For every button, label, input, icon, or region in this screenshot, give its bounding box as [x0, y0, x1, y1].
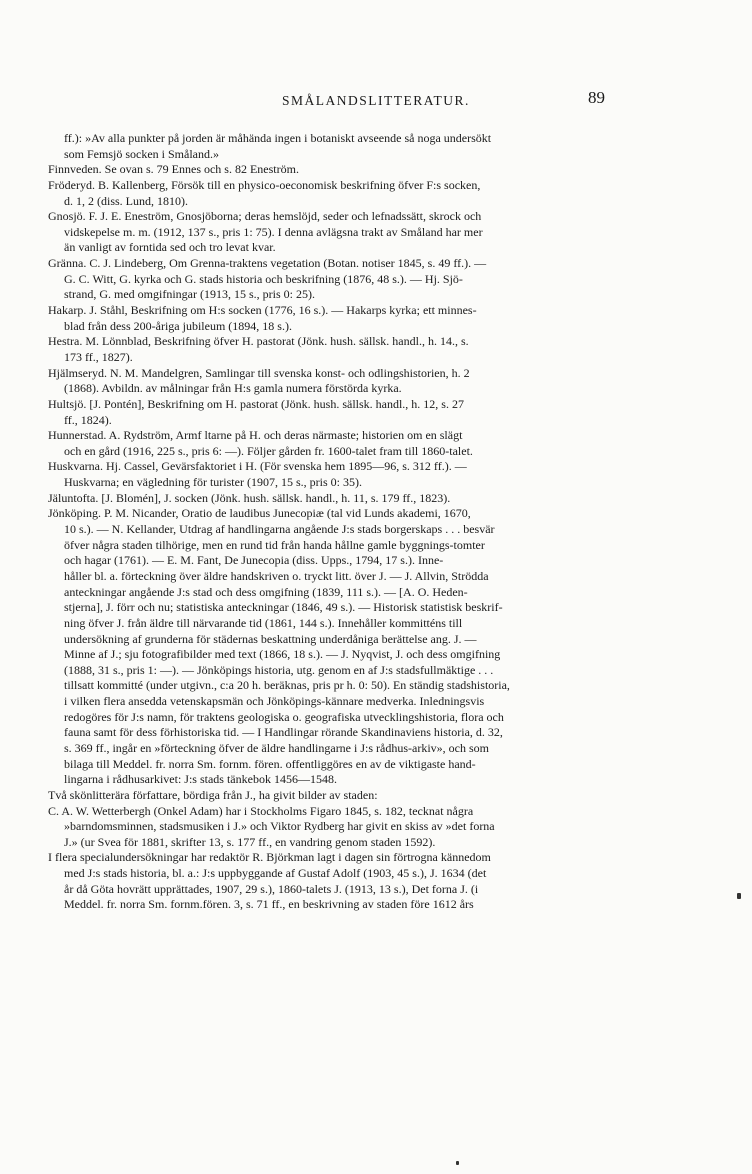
text-line: C. A. W. Wetterbergh (Onkel Adam) har i Stockholms Figaro 1845, s. 182, tecknat några — [48, 803, 474, 818]
text-line: Finnveden. Se ovan s. 79 Ennes och s. 82 Eneström. — [48, 162, 299, 177]
text-line: J.» (ur Svea för 1881, skrifter 13, s. 177 ff., en vandring genom staden 1592). — [64, 834, 436, 849]
text-line: ning öfver J. från äldre till närvarande tid (1861, 144 s.). Innehåller kommitténs till — [64, 615, 463, 630]
text-line: 173 ff., 1827). — [64, 349, 133, 364]
text-line: stjerna], J. förr och nu; statistiska anteckningar (1846, 49 s.). — Historisk statistisk beskrif- — [64, 600, 503, 615]
text-line: (1868). Avbildn. av målningar från H:s gamla numera förstörda kyrka. — [64, 381, 402, 396]
text-line: blad från dess 200-åriga jubileum (1894, 18 s.). — [64, 318, 292, 333]
text-line: Meddel. fr. norra Sm. fornm.fören. 3, s. 71 ff., en beskrivning av staden före 1612 års — [64, 897, 474, 912]
text-line: Jönköping. P. M. Nicander, Oratio de laudibus Junecopiæ (tal vid Lunds akademi, 1670, — [48, 506, 471, 521]
text-line: s. 369 ff., ingår en »förteckning öfver de äldre handlingarne i J:s rådhus-arkiv», och som — [64, 740, 489, 755]
running-header-title: SMÅLANDSLITTERATUR. — [282, 93, 470, 108]
text-line: Minne af J.; sju fotografibilder med text (1866, 18 s.). — J. Nyqvist, J. och dess omgifning — [64, 647, 501, 662]
text-line: Fröderyd. B. Kallenberg, Försök till en physico-oeconomisk beskrifning öfver F:s socken, — [48, 177, 481, 192]
text-line: med J:s stads historia, bl. a.: J:s uppbyggande af Gustaf Adolf (1903, 45 s.), J. 1634 (det — [64, 866, 487, 881]
text-line: d. 1, 2 (diss. Lund, 1810). — [64, 193, 188, 208]
text-line: »barndomsminnen, stadsmusiken i J.» och Viktor Rydberg har givit en skiss av »det forna — [64, 819, 495, 834]
text-line: strand, G. med omgifningar (1913, 15 s., pris 0: 25). — [64, 287, 315, 302]
text-line: år då Göta hovrätt upprättades, 1907, 29 s.), 1860-talets J. (1913, 13 s.), Det forna J. (i — [64, 881, 479, 896]
text-line: undersökning af grunderna för städernas beskattning underdåniga berättelse ang. J. — — [64, 631, 477, 646]
text-line: Huskvarna; en vägledning för turister (1907, 15 s., pris 0: 35). — [64, 475, 362, 490]
text-line: Två skönlitterära författare, bördiga från J., ha givit bilder av staden: — [48, 787, 378, 802]
text-line: som Femsjö socken i Småland.» — [64, 146, 219, 161]
text-line: Gnosjö. F. J. E. Eneström, Gnosjöborna; deras hemslöjd, seder och lefnadssätt, skrock och — [48, 209, 482, 224]
text-line: håller bl. a. förteckning över äldre handskriven o. tryckt litt. över J. — J. Allvin, Strödda — [64, 568, 489, 583]
text-line: än vanligt av forntida sed och tro levat kvar. — [64, 240, 276, 255]
text-line: redogöres för J:s namn, för traktens geologiska o. geografiska utvecklingshistoria, flora och — [64, 709, 504, 724]
page-body — [48, 131, 714, 913]
margin-speck — [737, 893, 741, 899]
text-line: anteckningar angående J:s stad och dess omgifning (1839, 111 s.). — [A. O. Heden- — [64, 584, 468, 599]
text-line: Hakarp. J. Ståhl, Beskrifning om H:s socken (1776, 16 s.). — Hakarps kyrka; ett minnes- — [48, 303, 477, 318]
text-line: Jäluntofta. [J. Blomén], J. socken (Jönk. hush. sällsk. handl., h. 11, s. 179 ff., 1823). — [48, 490, 451, 505]
text-line: öfver några staden tilhörige, men en rund tid från handa hållne gamle byggnings-tomter — [64, 537, 485, 552]
page-number: 89 — [588, 88, 605, 107]
text-line: Hunnerstad. A. Rydström, Armf ltarne på H. och deras närmaste; historien om en slägt — [48, 428, 463, 443]
text-line: tillsatt kommitté (under utgivn., c:a 20 h. beräknas, pris pr h. 0: 50). En ständig stadshistoria, — [64, 678, 510, 693]
text-line: och en gård (1916, 225 s., pris 6: —). Följer gården fr. 1600-talet fram till 1860-talet. — [64, 443, 473, 458]
text-line: (1888, 31 s., pris 1: —). — Jönköpings historia, utg. genom en af J:s stadsfullmäktige . . . — [64, 662, 494, 677]
text-line: vidskepelse m. m. (1912, 137 s., pris 1: 75). I denna avlägsna trakt av Småland har mer — [64, 224, 483, 239]
text-line: bilaga till Meddel. fr. norra Sm. fornm. fören. offentliggöres en av de viktigaste hand- — [64, 756, 476, 771]
text-line: I flera specialundersökningar har redaktör R. Björkman lagt i dagen sin förtrogna kännedom — [48, 850, 491, 865]
text-line: lingarna i rådhusarkivet: J:s stads tänkebok 1456—1548. — [64, 772, 337, 787]
text-line: Hultsjö. [J. Pontén], Beskrifning om H. pastorat (Jönk. hush. sällsk. handl., h. 12, s. 27 — [48, 396, 464, 411]
text-line: ff.): »Av alla punkter på jorden är måhända ingen i botaniskt avseende så noga undersökt — [64, 131, 492, 145]
text-line: Hjälmseryd. N. M. Mandelgren, Samlingar till svenska konst- och odlingshistorien, h. 2 — [48, 365, 470, 380]
text-line: i vilken flera ansedda vetenskapsmän och Jönköpings-kännare medverka. Inledningsvis — [64, 694, 485, 709]
text-line: Huskvarna. Hj. Cassel, Gevärsfaktoriet i H. (För svenska hem 1895—96, s. 312 ff.). — — [48, 459, 467, 474]
text-line: Gränna. C. J. Lindeberg, Om Grenna-traktens vegetation (Botan. notiser 1845, s. 49 ff.). — — [48, 256, 487, 271]
text-line: 10 s.). — N. Kellander, Utdrag af handlingarna angående J:s stads borgerskaps . . . besvär — [64, 522, 495, 537]
text-line: Hestra. M. Lönnblad, Beskrifning öfver H. pastorat (Jönk. hush. sällsk. handl., h. 14., s. — [48, 334, 469, 349]
text-line: och hagar (1761). — E. M. Fant, De Junecopia (diss. Upps., 1794, 17 s.). Inne- — [64, 553, 444, 568]
text-line: fauna samt för dess förhistoriska tid. — I Handlingar rörande Skandinaviens historia, d. 32, — [64, 725, 503, 740]
text-line: ff., 1824). — [64, 412, 112, 427]
bottom-speck — [456, 1161, 459, 1165]
text-line: G. C. Witt, G. kyrka och G. stads historia och beskrifning (1876, 48 s.). — Hj. Sjö- — [64, 271, 463, 286]
